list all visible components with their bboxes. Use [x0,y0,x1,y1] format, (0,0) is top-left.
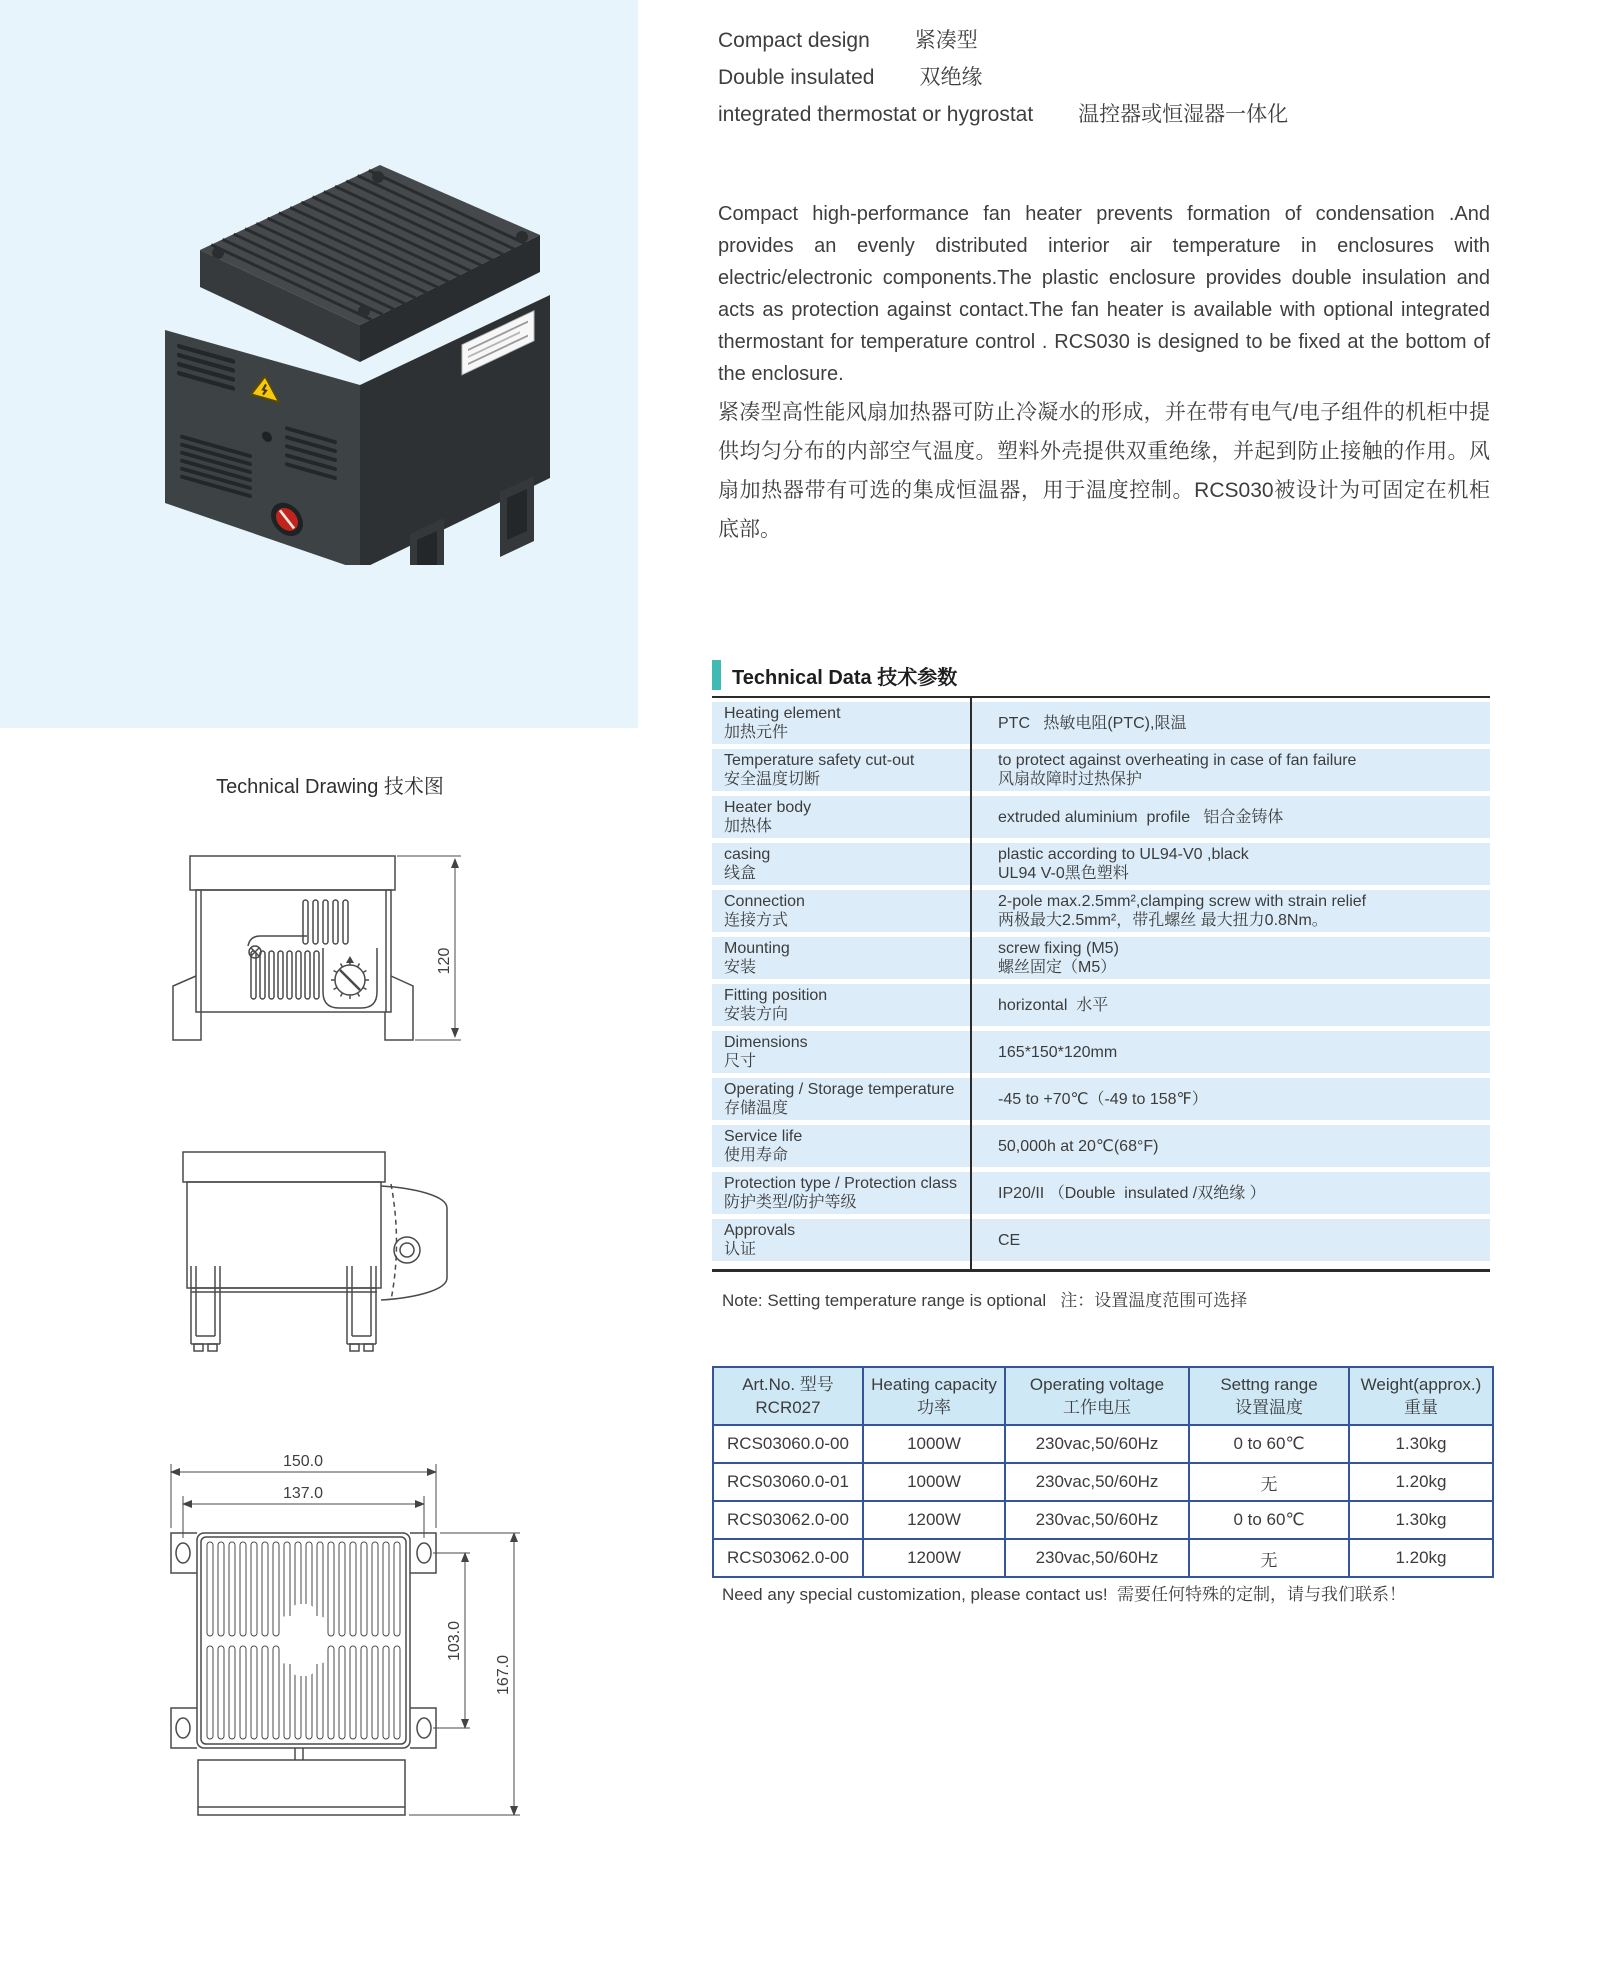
order-cell: 1.20kg [1349,1539,1493,1577]
order-cell: RCS03060.0-01 [713,1463,863,1501]
parameter-label-cn: 使用寿命 [724,1147,789,1164]
technical-data-row [712,1078,1490,1120]
parameter-value [982,843,1490,885]
parameter-value [982,1078,1490,1120]
feature-english: Compact design [718,29,870,52]
dim-inner-width-137: 137.0 [282,1485,324,1502]
table-bottom-rule [712,1269,1490,1272]
parameter-label [712,1125,982,1167]
parameter-value-line: 50,000h at 20℃(68°F) [998,1137,1159,1155]
parameter-value-line: 两极最大2.5mm²，带孔螺丝 最大扭力0.8Nm。 [998,912,1328,929]
feature-english: Double insulated [718,66,875,89]
feature-row [718,22,1288,59]
technical-data-row [712,937,1490,979]
technical-data-table [712,702,1490,1266]
parameter-label-cn: 加热体 [724,818,773,835]
parameter-label-cn: 安装方向 [724,1006,789,1023]
order-cell: 无 [1189,1463,1349,1501]
order-cell: 1200W [863,1539,1005,1577]
parameter-value-line: plastic according to UL94-V0 ,black [998,846,1249,863]
order-cell: 无 [1189,1539,1349,1577]
parameter-label-cn: 尺寸 [724,1053,757,1070]
order-row [713,1463,1493,1501]
order-header-row [713,1367,1493,1425]
parameter-label [712,1172,982,1214]
dim-inner-height-103: 103.0 [446,1620,463,1662]
table-column-divider [970,698,972,1272]
drawing-bottom-view [125,1450,575,1890]
parameter-label [712,937,982,979]
technical-data-row [712,1219,1490,1261]
parameter-label-en: Mounting [724,940,790,957]
order-row [713,1539,1493,1577]
parameter-label [712,702,982,744]
parameter-value [982,1172,1490,1214]
parameter-label-cn: 连接方式 [724,912,789,929]
parameter-label-en: Dimensions [724,1034,808,1051]
parameter-label [712,984,982,1026]
technical-data-row [712,1172,1490,1214]
parameter-label-en: casing [724,846,771,863]
technical-data-row [712,749,1490,791]
parameter-value [982,749,1490,791]
feature-chinese: 双绝缘 [919,66,983,89]
parameter-label-cn: 线盒 [724,865,757,882]
parameter-value-line: IP20/II （Double insulated /双绝缘 ） [998,1184,1266,1202]
parameter-value-line: extruded aluminium profile 铝合金铸体 [998,808,1284,826]
parameter-value-line: 2-pole max.2.5mm²,clamping screw with strain relief [998,893,1367,910]
order-cell: 1.30kg [1349,1425,1493,1463]
order-column-header: Heating capacity 功率 [863,1367,1005,1425]
parameter-label [712,1031,982,1073]
technical-data-row [712,1031,1490,1073]
parameter-label-cn: 安全温度切断 [724,771,821,788]
parameter-value-line: 风扇故障时过热保护 [998,771,1143,788]
parameter-label-cn: 加热元件 [724,724,789,741]
parameter-value [982,1031,1490,1073]
order-note: Need any special customization, please contact us! 需要任何特殊的定制，请与我们联系！ [722,1585,1406,1604]
parameter-label [712,1078,982,1120]
parameter-value-line: -45 to +70℃（-49 to 158℉） [998,1090,1208,1108]
parameter-label-en: Heater body [724,799,812,816]
technical-data-row [712,843,1490,885]
dim-height-120: 120 [436,947,453,975]
parameter-value [982,796,1490,838]
technical-data-row [712,890,1490,932]
order-cell: 0 to 60℃ [1189,1501,1349,1539]
side-view-right-foot [347,1266,376,1351]
feature-chinese: 温控器或恒湿器一体化 [1078,103,1289,126]
parameter-value-line: horizontal 水平 [998,996,1109,1014]
parameter-label [712,1219,982,1261]
parameter-label-en: Heating element [724,705,841,722]
parameter-label-en: Temperature safety cut-out [724,752,915,769]
parameter-value [982,937,1490,979]
side-view-left-foot [191,1266,220,1351]
order-cell: 230vac,50/60Hz [1005,1501,1189,1539]
order-cell: 1000W [863,1463,1005,1501]
front-view-vents-mid [251,951,319,999]
parameter-value [982,1219,1490,1261]
parameter-value-line: to protect against overheating in case of fan failure [998,752,1357,769]
order-table-head [713,1367,1493,1425]
order-table [712,1366,1494,1578]
parameter-value-line: UL94 V-0黑色塑料 [998,865,1129,882]
dim-outer-height-167: 167.0 [495,1654,512,1696]
order-cell: 1.30kg [1349,1501,1493,1539]
parameter-label [712,749,982,791]
feature-chinese: 紧凑型 [914,29,978,52]
table-top-rule [712,696,1490,698]
technical-data-row [712,984,1490,1026]
description-chinese: 紧凑型高性能风扇加热器可防止冷凝水的形成，并在带有电气/电子组件的机柜中提供均匀分布的内部空气温度。塑料外壳提供双重绝缘，并起到防止接触的作用。风扇加热器带有可选的集成恒温器，用于温度控制。RCS030被设计为可固定在机柜底部。 [718,401,1490,541]
parameter-value-line: PTC 热敏电阻(PTC),限温 [998,714,1187,732]
order-row [713,1501,1493,1539]
order-cell: 230vac,50/60Hz [1005,1425,1189,1463]
order-cell: RCS03060.0-00 [713,1425,863,1463]
order-row [713,1425,1493,1463]
order-cell: 230vac,50/60Hz [1005,1539,1189,1577]
parameter-value-line: screw fixing (M5) [998,940,1119,957]
parameter-label [712,843,982,885]
order-cell: RCS03062.0-00 [713,1501,863,1539]
description-english: Compact high-performance fan heater prevents formation of condensation .And provides an evenly distributed interior air temperature in enclosures with electric/electronic components.The plastic enclosure provides double insulation and acts as protection against contact.The fan heater is available with optional integrated thermostant for temperature control . RCS030 is designed to be fixed at the bottom of the enclosure. [718,203,1490,385]
parameter-value [982,1125,1490,1167]
parameter-value-line: 螺丝固定（M5） [998,959,1117,976]
feature-list [718,22,1288,133]
parameter-label [712,796,982,838]
parameter-label-en: Fitting position [724,987,828,1004]
parameter-label-cn: 安装 [724,959,757,976]
dim-outer-width-150: 150.0 [282,1453,324,1470]
technical-drawing-label: Technical Drawing 技术图 [216,776,444,798]
drawing-front-view [155,848,485,1076]
feature-english: integrated thermostat or hygrostat [718,103,1034,126]
parameter-label-en: Operating / Storage temperature [724,1081,955,1098]
order-cell: 1200W [863,1501,1005,1539]
order-table-body [713,1425,1493,1577]
parameter-label-en: Connection [724,893,805,910]
parameter-value [982,890,1490,932]
parameter-value [982,984,1490,1026]
parameter-label-en: Approvals [724,1222,796,1239]
technical-data-row [712,796,1490,838]
technical-data-title: Technical Data 技术参数 [732,666,958,689]
feature-row [718,96,1288,133]
order-column-header: Settng range 设置温度 [1189,1367,1349,1425]
front-view-vents-top [303,900,348,944]
order-cell: 0 to 60℃ [1189,1425,1349,1463]
parameter-label-cn: 防护类型/防护等级 [724,1194,857,1211]
technical-data-row [712,702,1490,744]
parameter-label-cn: 认证 [724,1241,757,1258]
order-column-header: Art.No. 型号 RCR027 [713,1367,863,1425]
parameter-label-en: Service life [724,1128,803,1145]
order-cell: 1000W [863,1425,1005,1463]
order-column-header: Weight(approx.) 重量 [1349,1367,1493,1425]
parameter-label-cn: 存储温度 [724,1100,789,1117]
technical-data-row [712,1125,1490,1167]
technical-data-header [712,660,957,690]
parameter-value [982,702,1490,744]
parameter-value-line: CE [998,1231,1021,1249]
technical-data-note: Note: Setting temperature range is optional 注：设置温度范围可选择 [722,1291,1248,1310]
order-cell: 230vac,50/60Hz [1005,1463,1189,1501]
order-cell: 1.20kg [1349,1463,1493,1501]
parameter-value-line: 165*150*120mm [998,1043,1118,1061]
feature-row [718,59,1288,96]
order-cell: RCS03062.0-00 [713,1539,863,1577]
parameter-label [712,890,982,932]
teal-accent-bar [712,660,721,690]
parameter-label-en: Protection type / Protection class [724,1175,957,1192]
order-column-header: Operating voltage 工作电压 [1005,1367,1189,1425]
drawing-side-view [175,1148,465,1356]
product-photo [110,145,560,565]
